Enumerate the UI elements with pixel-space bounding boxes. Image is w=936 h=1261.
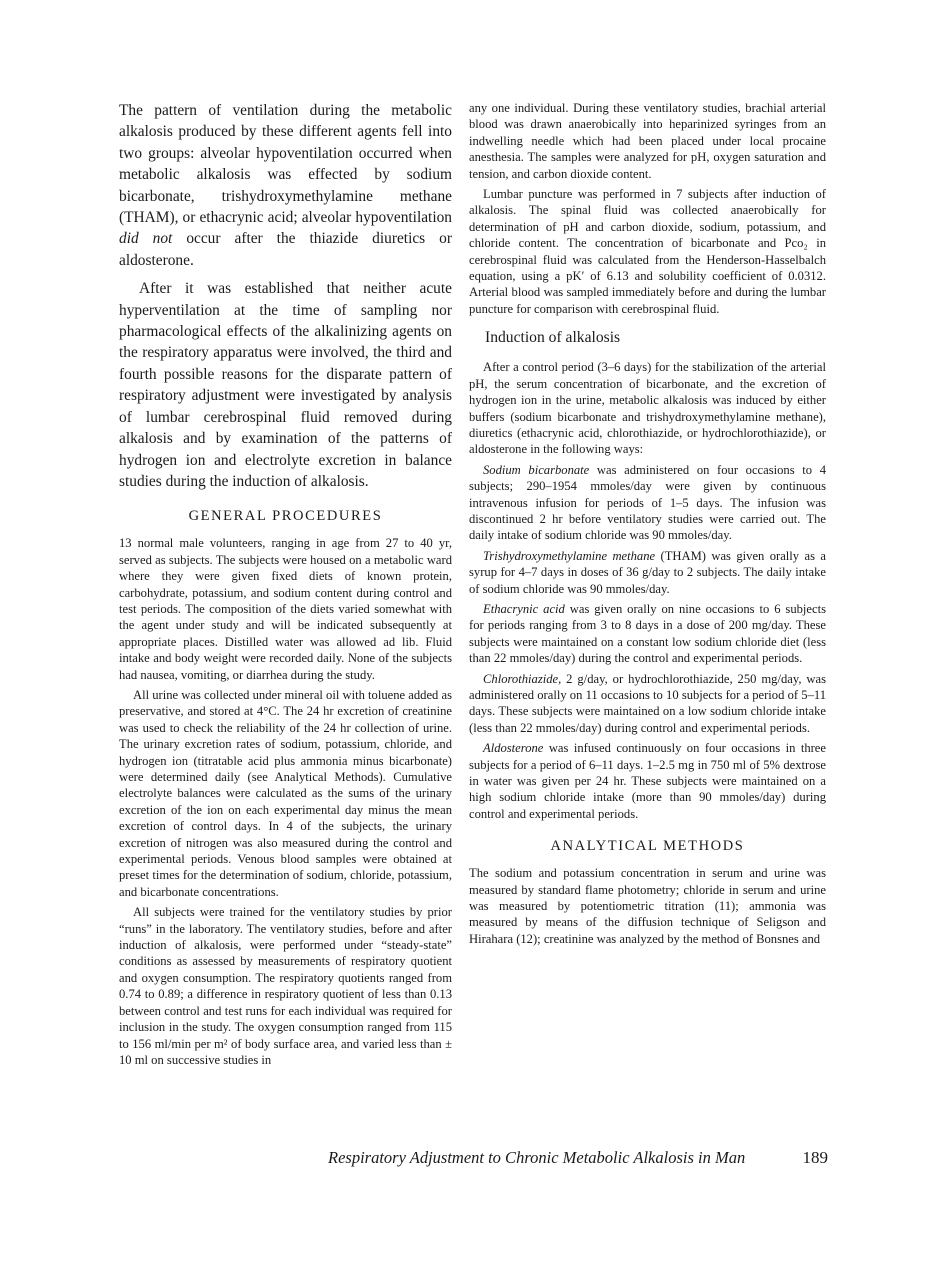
page-footer (328, 1148, 828, 1168)
agent-paragraph (469, 601, 826, 667)
body-paragraph: Lumbar puncture was performed in 7 subjects after induction of alkalosis. The spinal fluid was collected anaerobically for determination of pH and carbon dioxide, sodium, potassium, and chloride content. The concentration of bicarbonate and Pco₂ in cerebrospinal fluid was calculated from the Henderson-Hasselbalch equation, using a pK′ of 6.13 and solubility coefficient of 0.0312. Arterial blood was sampled immediately before and during the lumbar puncture for comparison with cerebrospinal fluid. (469, 187, 826, 316)
agent-text: was administered on four occasions to 4 subjects; 290–1954 mmoles/day were given by continuous intravenous infusion for periods of 1–5 days. The infusion was discontinued 2 hr before ventilatory studies were carried out. The daily intake of sodium chloride was 90 mmoles/day. (469, 462, 826, 543)
general-procedures-section (119, 535, 452, 1068)
body-paragraph: All urine was collected under mineral oil with toluene added as preservative, and stored at 4°C. The 24 hr excretion of creatinine was used to check the reliability of the 24 hr collection of urine. The urinary excretion rates of sodium, potassium, chloride, and hydrogen ion (titratable acid plus ammonia minus bicarbonate) were determined daily (see Analytical Methods). Cumulative electrolyte balances were calculated as the sums of the urinary excretion of the ion on each experimental day minus the mean excretion of control days. In 4 of the subjects, the urinary excretion of nitrogen was also measured during the control and experimental periods. Venous blood samples were obtained at preset times for the determination of sodium, chloride, potassium, and bicarbonate concentrations. (119, 687, 452, 899)
intro-paragraph-1 (119, 100, 452, 271)
agent-text: was infused continuously on four occasions in three subjects for a period of 6–11 days. 1–2.5 mg in 750 ml of 5% dextrose in water was given per 24 hr. These subjects were maintained on a high sodium chloride intake (more than 90 mmoles/day) during control and experimental periods. (469, 741, 826, 821)
agent-lead: Trishydroxymethylamine methane (483, 548, 656, 563)
body-paragraph: After a control period (3–6 days) for the stabilization of the arterial pH, the serum concentration of bicarbonate, and the excretion of hydrogen ion in the urine, metabolic alkalosis was induced by either buffers (sodium bicarbonate and trishydroxymethylamine methane), diuretics (ethacrynic acid, chlorothiazide, or hydrochlorothiazide), or aldosterone in the following ways: (469, 360, 826, 457)
subsection-heading-induction: Induction of alkalosis (485, 329, 621, 347)
left-column (119, 100, 452, 1072)
intro-section (119, 100, 452, 492)
agent-paragraph (469, 548, 826, 597)
continued-section (469, 100, 826, 317)
agent-text: 2 g/day, or hydrochlorothiazide, 250 mg/day, was administered orally on 11 occasions to 10 subjects for a period of 5–11 days. These subjects were maintained on a low sodium chloride intake (less than 22 mmoles/day) during control and experimental periods. (469, 671, 826, 735)
emphasis: did not (119, 230, 173, 248)
agent-lead: Aldosterone (483, 741, 544, 756)
body-paragraph: The sodium and potassium concentration in serum and urine was measured by standard flame photometry; chloride in serum and urine was measured by potentiometric titration (11); ammonia was measured by means of the diffusion technique of Seligson and Hirahara (12); creatinine was analyzed by the method of Bonsnes and (469, 866, 826, 946)
body-paragraph: All subjects were trained for the ventilatory studies by prior “runs” in the laboratory. The ventilatory studies, before and after induction of alkalosis, were performed under “steady-state” conditions as assessed by measurements of respiratory quotient and oxygen consumption. The respiratory quotients ranged from 0.74 to 0.89; a difference in respiratory quotient of less than 0.13 between control and test runs for each individual was required for inclusion in the study. The oxygen consumption ranged from 115 to 156 ml/min per m² of body surface area, and varied less than ± 10 ml on successive studies in (119, 905, 452, 1067)
text-run: The pattern of ventilation during the metabolic alkalosis produced by these different agents fell into two groups: alveolar hypoventilation occurred when metabolic alkalosis was effected by sodium bicarbonate, trishydroxymethylamine methane (THAM), or ethacrynic acid; alveolar hypoventilation (119, 102, 452, 227)
analytical-section (469, 865, 826, 947)
agent-paragraph (469, 462, 826, 544)
body-paragraph: 13 normal male volunteers, ranging in age from 27 to 40 yr, served as subjects. The subjects were housed on a metabolic ward where they were given fixed diets of known protein, carbohydrate, potassium, and sodium content during control and test periods. The composition of the diets varied somewhat with the agent under study and will be indicated subsequently at appropriate places. Distilled water was allowed ad lib. Fluid intake and body weight were recorded daily. None of the subjects had nausea, vomiting, or diarrhea during the study. (119, 536, 452, 682)
body-paragraph: any one individual. During these ventilatory studies, brachial arterial blood was drawn anaerobically into heparinized syringes from an indwelling needle which had been placed under local procaine anesthesia. The samples were analyzed for pH, oxygen saturation and tension, and carbon dioxide content. (469, 101, 826, 181)
intro-paragraph-2: After it was established that neither acute hyperventilation at the time of sampling nor pharmacological effects of the alkalinizing agents on the respiratory apparatus were involved, the third and fourth possible reasons for the disparate pattern of respiratory adjustment were investigated by analysis of lumbar cerebrospinal fluid removed during alkalosis and by examination of the patterns of hydrogen ion and electrolyte excretion in balance studies during the induction of alkalosis. (119, 280, 452, 490)
section-heading-general-procedures: GENERAL PROCEDURES (188, 508, 383, 525)
agent-text: was given orally on nine occasions to 6 subjects for periods ranging from 3 to 8 days in a dose of 200 mg/day. These subjects were maintained on a constant low sodium chloride diet (less than 22 mmoles/day) during the control and experimental periods. (469, 601, 826, 666)
agent-lead: Ethacrynic acid (483, 601, 565, 616)
right-column (469, 100, 826, 951)
agent-lead: Chlorothiazide, (483, 671, 562, 686)
page-number: 189 (802, 1148, 828, 1167)
induction-section (469, 359, 826, 822)
running-title: Respiratory Adjustment to Chronic Metabolic Alkalosis in Man (328, 1148, 746, 1167)
section-heading-analytical-methods: ANALYTICAL METHODS (550, 838, 745, 855)
text-run: occur after the thiazide diuretics or aldosterone. (119, 230, 452, 269)
agent-paragraph (469, 671, 826, 737)
agent-lead: Sodium bicarbonate (483, 462, 590, 477)
agent-text: (THAM) was given orally as a syrup for 4–7 days in doses of 36 g/day to 2 subjects. The daily intake of sodium chloride was 90 mmoles/day. (469, 548, 826, 596)
agent-paragraph (469, 740, 826, 822)
